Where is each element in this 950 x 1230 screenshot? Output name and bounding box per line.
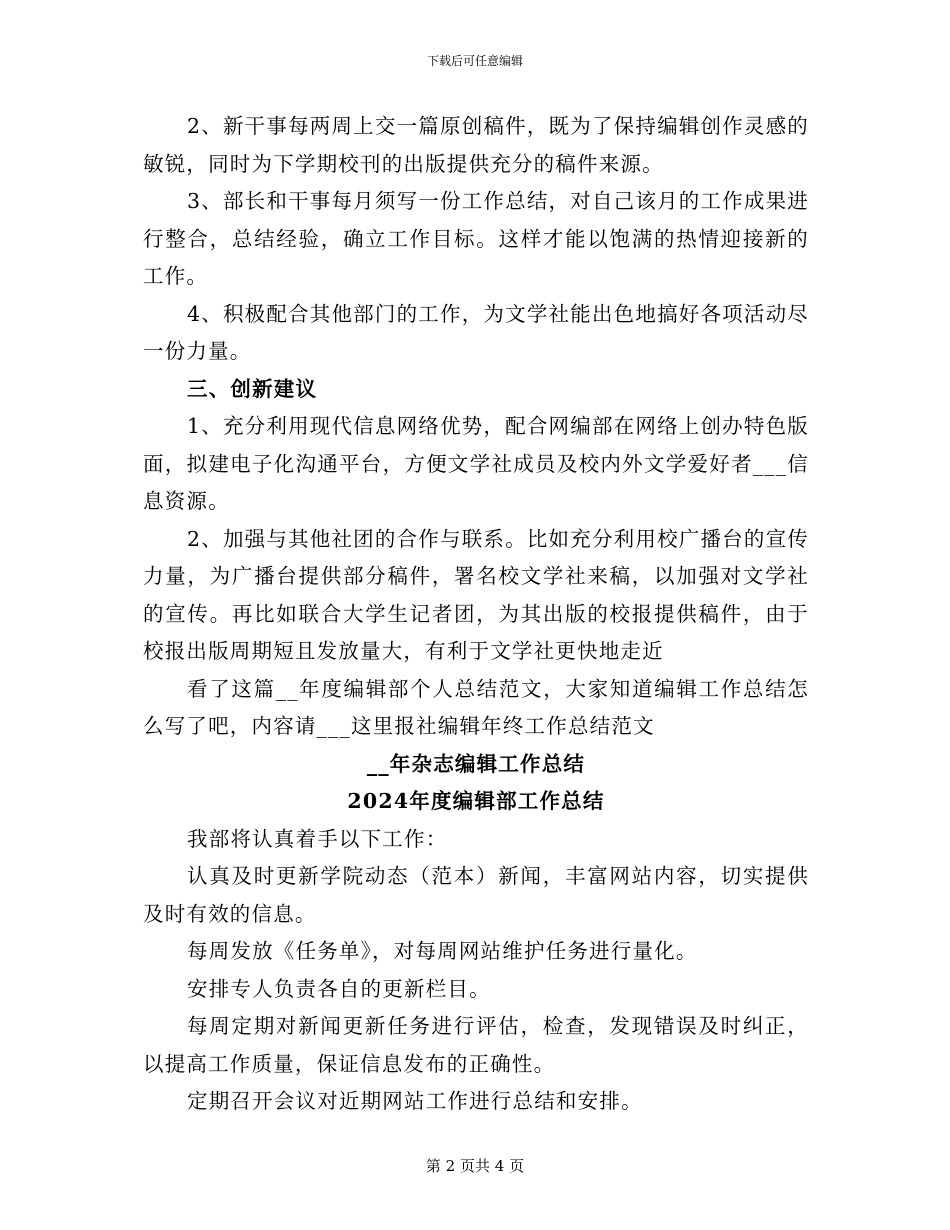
paragraph: 2、新干事每两周上交一篇原创稿件，既为了保持编辑创作灵感的敏锐，同时为下学期校刊的出版提供充分的稿件来源。 — [143, 114, 809, 176]
page-header: 下载后可任意编辑 — [426, 54, 523, 68]
paragraph: 认真及时更新学院动态（范本）新闻，丰富网站内容，切实提供及时有效的信息。 — [143, 864, 809, 926]
paragraph: 每周定期对新闻更新任务进行评估，检查，发现错误及时纠正，以提高工作质量，保证信息发布的正确性。 — [143, 1014, 809, 1076]
paragraph: 我部将认真着手以下工作： — [187, 826, 448, 851]
page-number: 第 2 页共 4 页 — [425, 1157, 525, 1175]
paragraph: 看了这篇__年度编辑部个人总结范文，大家知道编辑工作总结怎么写了吧，内容请___这里报社编辑年终工作总结范文 — [143, 676, 809, 738]
document-body — [143, 108, 809, 1121]
paragraph: 1、充分利用现代信息网络优势，配合网编部在网络上创办特色版面，拟建电子化沟通平台，方便文学社成员及校内外文学爱好者___信息资源。 — [143, 414, 809, 513]
paragraph: 4、积极配合其他部门的工作，为文学社能出色地搞好各项活动尽一份力量。 — [143, 301, 809, 363]
section-heading: 三、创新建议 — [187, 376, 318, 401]
paragraph: 每周发放《任务单》，对每周网站维护任务进行量化。 — [187, 939, 698, 963]
article-subtitle: 2024年度编辑部工作总结 — [347, 789, 605, 813]
article-title: __年杂志编辑工作总结 — [366, 751, 586, 776]
paragraph: 安排专人负责各自的更新栏目。 — [187, 976, 491, 1001]
paragraph: 定期召开会议对近期网站工作进行总结和安排。 — [187, 1089, 643, 1113]
paragraph: 2、加强与其他社团的合作与联系。比如充分利用校广播台的宣传力量，为广播台提供部分稿件，署名校文学社来稿，以加强对文学社的宣传。再比如联合大学生记者团，为其出版的校报提供稿件，由于校报出版周期短且发放量大，有利于文学社更快地走近 — [143, 526, 809, 663]
paragraph: 3、部长和干事每月须写一份工作总结，对自己该月的工作成果进行整合，总结经验，确立工作目标。这样才能以饱满的热情迎接新的工作。 — [143, 189, 809, 288]
